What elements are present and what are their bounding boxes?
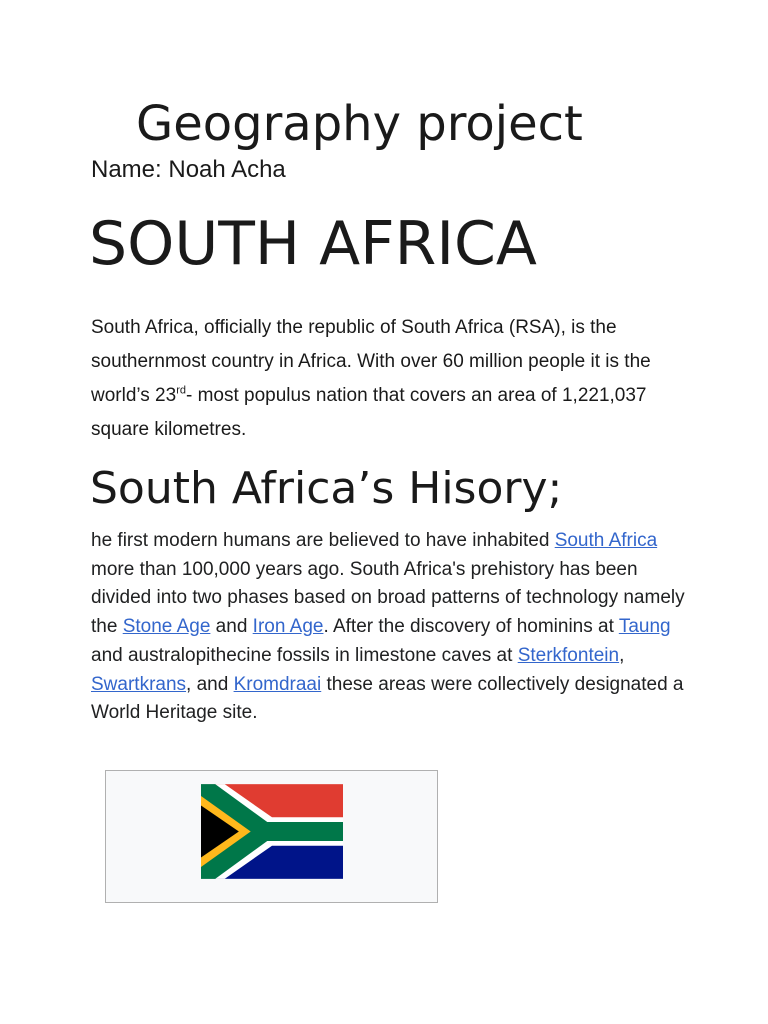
link-kromdraai[interactable]: Kromdraai [233, 673, 322, 695]
intro-text: South Africa, officially the republic of South Africa (RSA), is the southernmost country in Africa. With over 60 million people it is the world’s 23 [91, 317, 651, 406]
link-south-africa[interactable]: South Africa [554, 530, 658, 551]
history-text: these areas were collectively designated a World Heritage site. [91, 673, 684, 724]
page-title: Geography project [136, 96, 583, 152]
south-africa-flag-icon [201, 782, 343, 881]
history-paragraph [91, 527, 691, 728]
history-text: he first modern humans are believed to have inhabited [91, 530, 555, 551]
intro-paragraph [91, 311, 681, 447]
history-heading: South Africa’s Hisory; [90, 463, 563, 514]
history-text: and [210, 616, 253, 638]
author-name: Name: Noah Acha [91, 156, 286, 183]
link-iron-age[interactable]: Iron Age [252, 616, 324, 638]
flag-image-frame [105, 770, 438, 903]
history-text: , and [186, 673, 234, 695]
history-text: more than 100,000 years ago. South Africa's prehistory has been divided into two phases based on broad patterns of technology namely the [91, 558, 685, 638]
link-sterkfontein[interactable]: Sterkfontein [517, 644, 620, 666]
link-swartkrans[interactable]: Swartkrans [91, 673, 187, 695]
history-text: . After the discovery of hominins at [323, 616, 619, 638]
ordinal-superscript: rd [176, 384, 186, 397]
history-text: , [619, 644, 625, 666]
intro-text-continued: - most populus nation that covers an area of 1,221,037 square kilometres. [91, 385, 647, 440]
link-taung[interactable]: Taung [618, 616, 671, 638]
history-text: and australopithecine fossils in limestone caves at [91, 644, 518, 666]
link-stone-age[interactable]: Stone Age [122, 616, 211, 638]
country-heading: SOUTH AFRICA [89, 209, 537, 279]
